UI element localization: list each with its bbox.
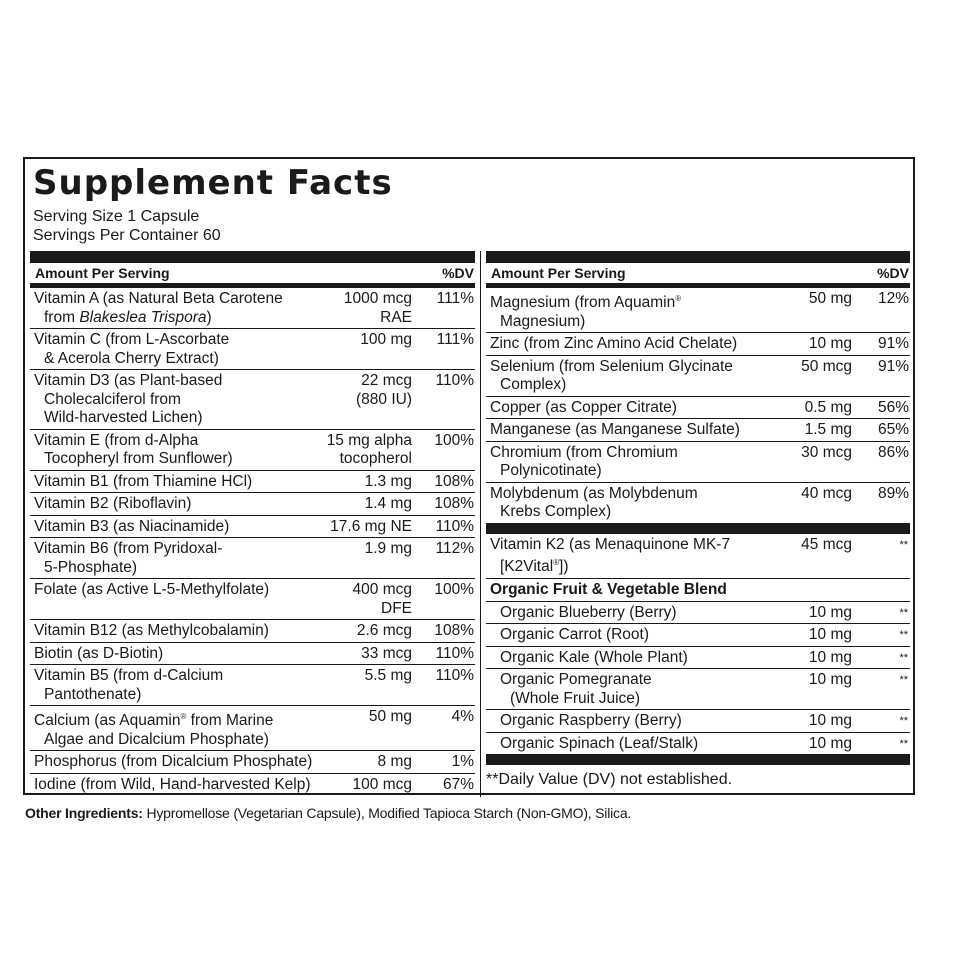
table-row — [486, 442, 910, 483]
nutrient-dv: 89% — [877, 484, 909, 502]
column-divider — [480, 251, 481, 797]
nutrient-amount: 50 mg — [808, 290, 852, 307]
list-item — [486, 602, 910, 625]
table-row — [30, 774, 475, 796]
nutrient-amount: 0.5 mg — [804, 398, 852, 416]
nutrient-dv: 111% — [436, 331, 474, 348]
blend-item-name: Organic Carrot (Root) — [500, 626, 650, 644]
nutrient-dv: 1% — [451, 753, 474, 771]
nutrient-amount: 45 mcg — [801, 535, 852, 553]
nutrient-dv: 4% — [451, 708, 474, 725]
top-bar — [486, 251, 910, 263]
nutrient-name: Phosphorus (from Dicalcium Phosphate) — [34, 753, 313, 771]
table-row — [30, 493, 475, 516]
dv-footnote: **Daily Value (DV) not established. — [486, 771, 733, 789]
blend-list — [486, 602, 910, 755]
nutrient-dv: 110% — [435, 644, 474, 662]
nutrient-amount: 50 mcg — [801, 357, 852, 375]
nutrient-amount: 30 mcg — [801, 443, 852, 461]
blend-item-amount: 10 mg — [808, 734, 852, 752]
nutrient-name: Selenium (from Selenium Glycinate Complex) — [490, 357, 733, 394]
nutrient-name: Calcium (as Aquamin® from Marine Algae and Dicalcium Phosphate) — [34, 712, 274, 748]
table-row — [30, 579, 475, 620]
nutrient-amount: 17.6 mg NE — [330, 517, 412, 535]
column-header — [30, 263, 475, 288]
nutrient-dv: 110% — [435, 372, 474, 389]
nutrient-dv: ** — [899, 538, 908, 551]
right-nutrient-column — [486, 251, 910, 789]
nutrient-dv: 67% — [442, 775, 474, 793]
nutrient-dv: 100% — [434, 581, 474, 598]
nutrient-amount: 15 mg alpha tocopherol — [326, 431, 412, 467]
nutrient-dv: 100% — [434, 431, 474, 449]
servings-per-container: Servings Per Container 60 — [33, 227, 221, 244]
left-nutrient-column — [30, 251, 475, 795]
table-row — [30, 329, 475, 370]
blend-item-name: Organic Kale (Whole Plant) — [500, 648, 688, 666]
nutrient-amount: 100 mg — [360, 331, 412, 348]
table-row — [486, 419, 910, 442]
nutrient-name: Chromium (from Chromium Polynicotinate) — [490, 443, 678, 480]
nutrient-amount: 22 mcg (880 IU) — [356, 372, 412, 408]
list-item — [486, 733, 910, 755]
other-ingredients-text: Hypromellose (Vegetarian Capsule), Modified Tapioca Starch (Non-GMO), Silica. — [142, 805, 632, 821]
nutrient-amount: 400 mcg DFE — [352, 581, 412, 617]
nutrient-name: Biotin (as D-Biotin) — [34, 644, 164, 662]
nutrient-amount: 100 mcg — [352, 775, 412, 793]
nutrient-amount: 33 mcg — [361, 644, 412, 662]
blend-item-name: Organic Spinach (Leaf/Stalk) — [500, 734, 699, 752]
column-header — [486, 263, 910, 288]
blend-item-name: Organic Raspberry (Berry) — [500, 712, 682, 730]
nutrient-amount: 1000 mcg RAE — [343, 290, 412, 326]
table-row — [486, 356, 910, 397]
nutrient-name: Folate (as Active L-5-Methylfolate) — [34, 581, 270, 598]
nutrient-dv: 65% — [877, 421, 909, 439]
nutrient-dv: 56% — [877, 398, 909, 416]
blend-item-amount: 10 mg — [808, 648, 852, 666]
panel-title: Supplement Facts — [33, 163, 393, 203]
nutrient-amount: 1.5 mg — [804, 421, 852, 439]
nutrient-amount: 2.6 mcg — [356, 622, 412, 639]
nutrient-dv: 110% — [435, 517, 474, 535]
top-bar — [30, 251, 475, 263]
nutrient-name: Magnesium (from Aquamin® Magnesium) — [490, 294, 682, 330]
nutrient-name: Vitamin B6 (from Pyridoxal- 5-Phosphate) — [34, 540, 223, 576]
table-row — [30, 620, 475, 643]
list-item — [486, 647, 910, 670]
blend-item-amount: 10 mg — [808, 671, 852, 689]
table-row — [30, 706, 475, 751]
list-item — [486, 710, 910, 733]
list-item — [486, 669, 910, 710]
dv-label: %DV — [442, 265, 474, 281]
table-row — [30, 538, 475, 579]
blend-item-amount: 10 mg — [808, 603, 852, 621]
nutrient-amount: 40 mcg — [801, 484, 852, 502]
blend-item-dv: ** — [899, 606, 908, 619]
nutrient-name: Vitamin K2 (as Menaquinone MK-7 [K2Vital®]) — [490, 535, 731, 576]
nutrient-name: Vitamin D3 (as Plant-based Cholecalciferol from Wild-harvested Lichen) — [34, 372, 223, 426]
table-row — [486, 397, 910, 420]
other-ingredients-label: Other Ingredients: — [25, 805, 143, 821]
nutrient-name: Vitamin C (from L-Ascorbate & Acerola Cherry Extract) — [34, 331, 230, 367]
nutrient-dv: 110% — [435, 667, 474, 684]
nutrient-name: Vitamin B5 (from d-Calcium Pantothenate) — [34, 667, 224, 703]
nutrient-dv: 86% — [877, 443, 909, 461]
nutrient-dv: 91% — [877, 335, 909, 353]
nutrient-dv: 112% — [435, 540, 474, 557]
table-row — [30, 288, 475, 329]
blend-item-name: Organic Pomegranate (Whole Fruit Juice) — [500, 671, 652, 707]
section-bar — [486, 754, 910, 765]
blend-item-dv: ** — [899, 629, 908, 642]
blend-item-dv: ** — [899, 674, 908, 687]
dv-label: %DV — [877, 265, 909, 281]
table-row — [486, 333, 910, 356]
nutrient-name: Vitamin A (as Natural Beta Carotene from Blakeslea Trispora) — [34, 290, 283, 326]
nutrient-dv: 108% — [434, 472, 474, 490]
blend-title: Organic Fruit & Vegetable Blend — [486, 579, 910, 602]
blend-item-dv: ** — [899, 737, 908, 750]
nutrient-amount: 5.5 mg — [364, 667, 412, 684]
blend-item-name: Organic Blueberry (Berry) — [500, 603, 677, 621]
table-row — [486, 483, 910, 523]
nutrient-name: Molybdenum (as Molybdenum Krebs Complex) — [490, 484, 698, 521]
nutrient-name: Vitamin B2 (Riboflavin) — [34, 495, 192, 512]
other-ingredients — [25, 804, 631, 822]
table-row — [30, 430, 475, 471]
blend-item-amount: 10 mg — [808, 712, 852, 730]
amount-per-serving-label: Amount Per Serving — [35, 265, 170, 281]
nutrient-name: Zinc (from Zinc Amino Acid Chelate) — [490, 335, 738, 353]
nutrient-dv: 108% — [434, 622, 474, 639]
nutrient-name: Copper (as Copper Citrate) — [490, 398, 677, 416]
nutrient-amount: 50 mg — [368, 708, 412, 725]
nutrient-name: Vitamin B1 (from Thiamine HCl) — [34, 472, 253, 490]
table-row — [30, 643, 475, 666]
nutrient-name: Manganese (as Manganese Sulfate) — [490, 421, 740, 439]
blend-item-dv: ** — [899, 651, 908, 664]
table-row — [30, 665, 475, 706]
nutrient-amount: 1.3 mg — [364, 472, 412, 490]
amount-per-serving-label: Amount Per Serving — [491, 265, 626, 281]
nutrient-name: Vitamin B12 (as Methylcobalamin) — [34, 622, 269, 639]
nutrient-amount: 1.4 mg — [364, 495, 412, 512]
table-row — [30, 751, 475, 774]
nutrient-amount: 1.9 mg — [364, 540, 412, 557]
table-row — [486, 534, 910, 579]
section-bar — [486, 523, 910, 534]
list-item — [486, 624, 910, 647]
table-row — [30, 516, 475, 539]
serving-size: Serving Size 1 Capsule — [33, 208, 200, 225]
nutrient-dv: 111% — [436, 290, 474, 307]
nutrient-name: Iodine (from Wild, Hand-harvested Kelp) — [34, 775, 311, 793]
nutrient-amount: 8 mg — [377, 753, 412, 771]
nutrient-name: Vitamin B3 (as Niacinamide) — [34, 517, 230, 535]
supplement-facts-panel — [23, 157, 915, 795]
nutrient-amount: 10 mg — [808, 335, 852, 353]
blend-item-dv: ** — [899, 715, 908, 728]
table-row — [486, 288, 910, 333]
nutrient-dv: 12% — [877, 290, 909, 307]
nutrient-dv: 108% — [434, 495, 474, 512]
blend-item-amount: 10 mg — [808, 626, 852, 644]
table-row — [30, 370, 475, 430]
nutrient-dv: 91% — [877, 357, 909, 375]
nutrient-name: Vitamin E (from d-Alpha Tocopheryl from Sunflower) — [34, 431, 233, 467]
table-row — [30, 471, 475, 494]
